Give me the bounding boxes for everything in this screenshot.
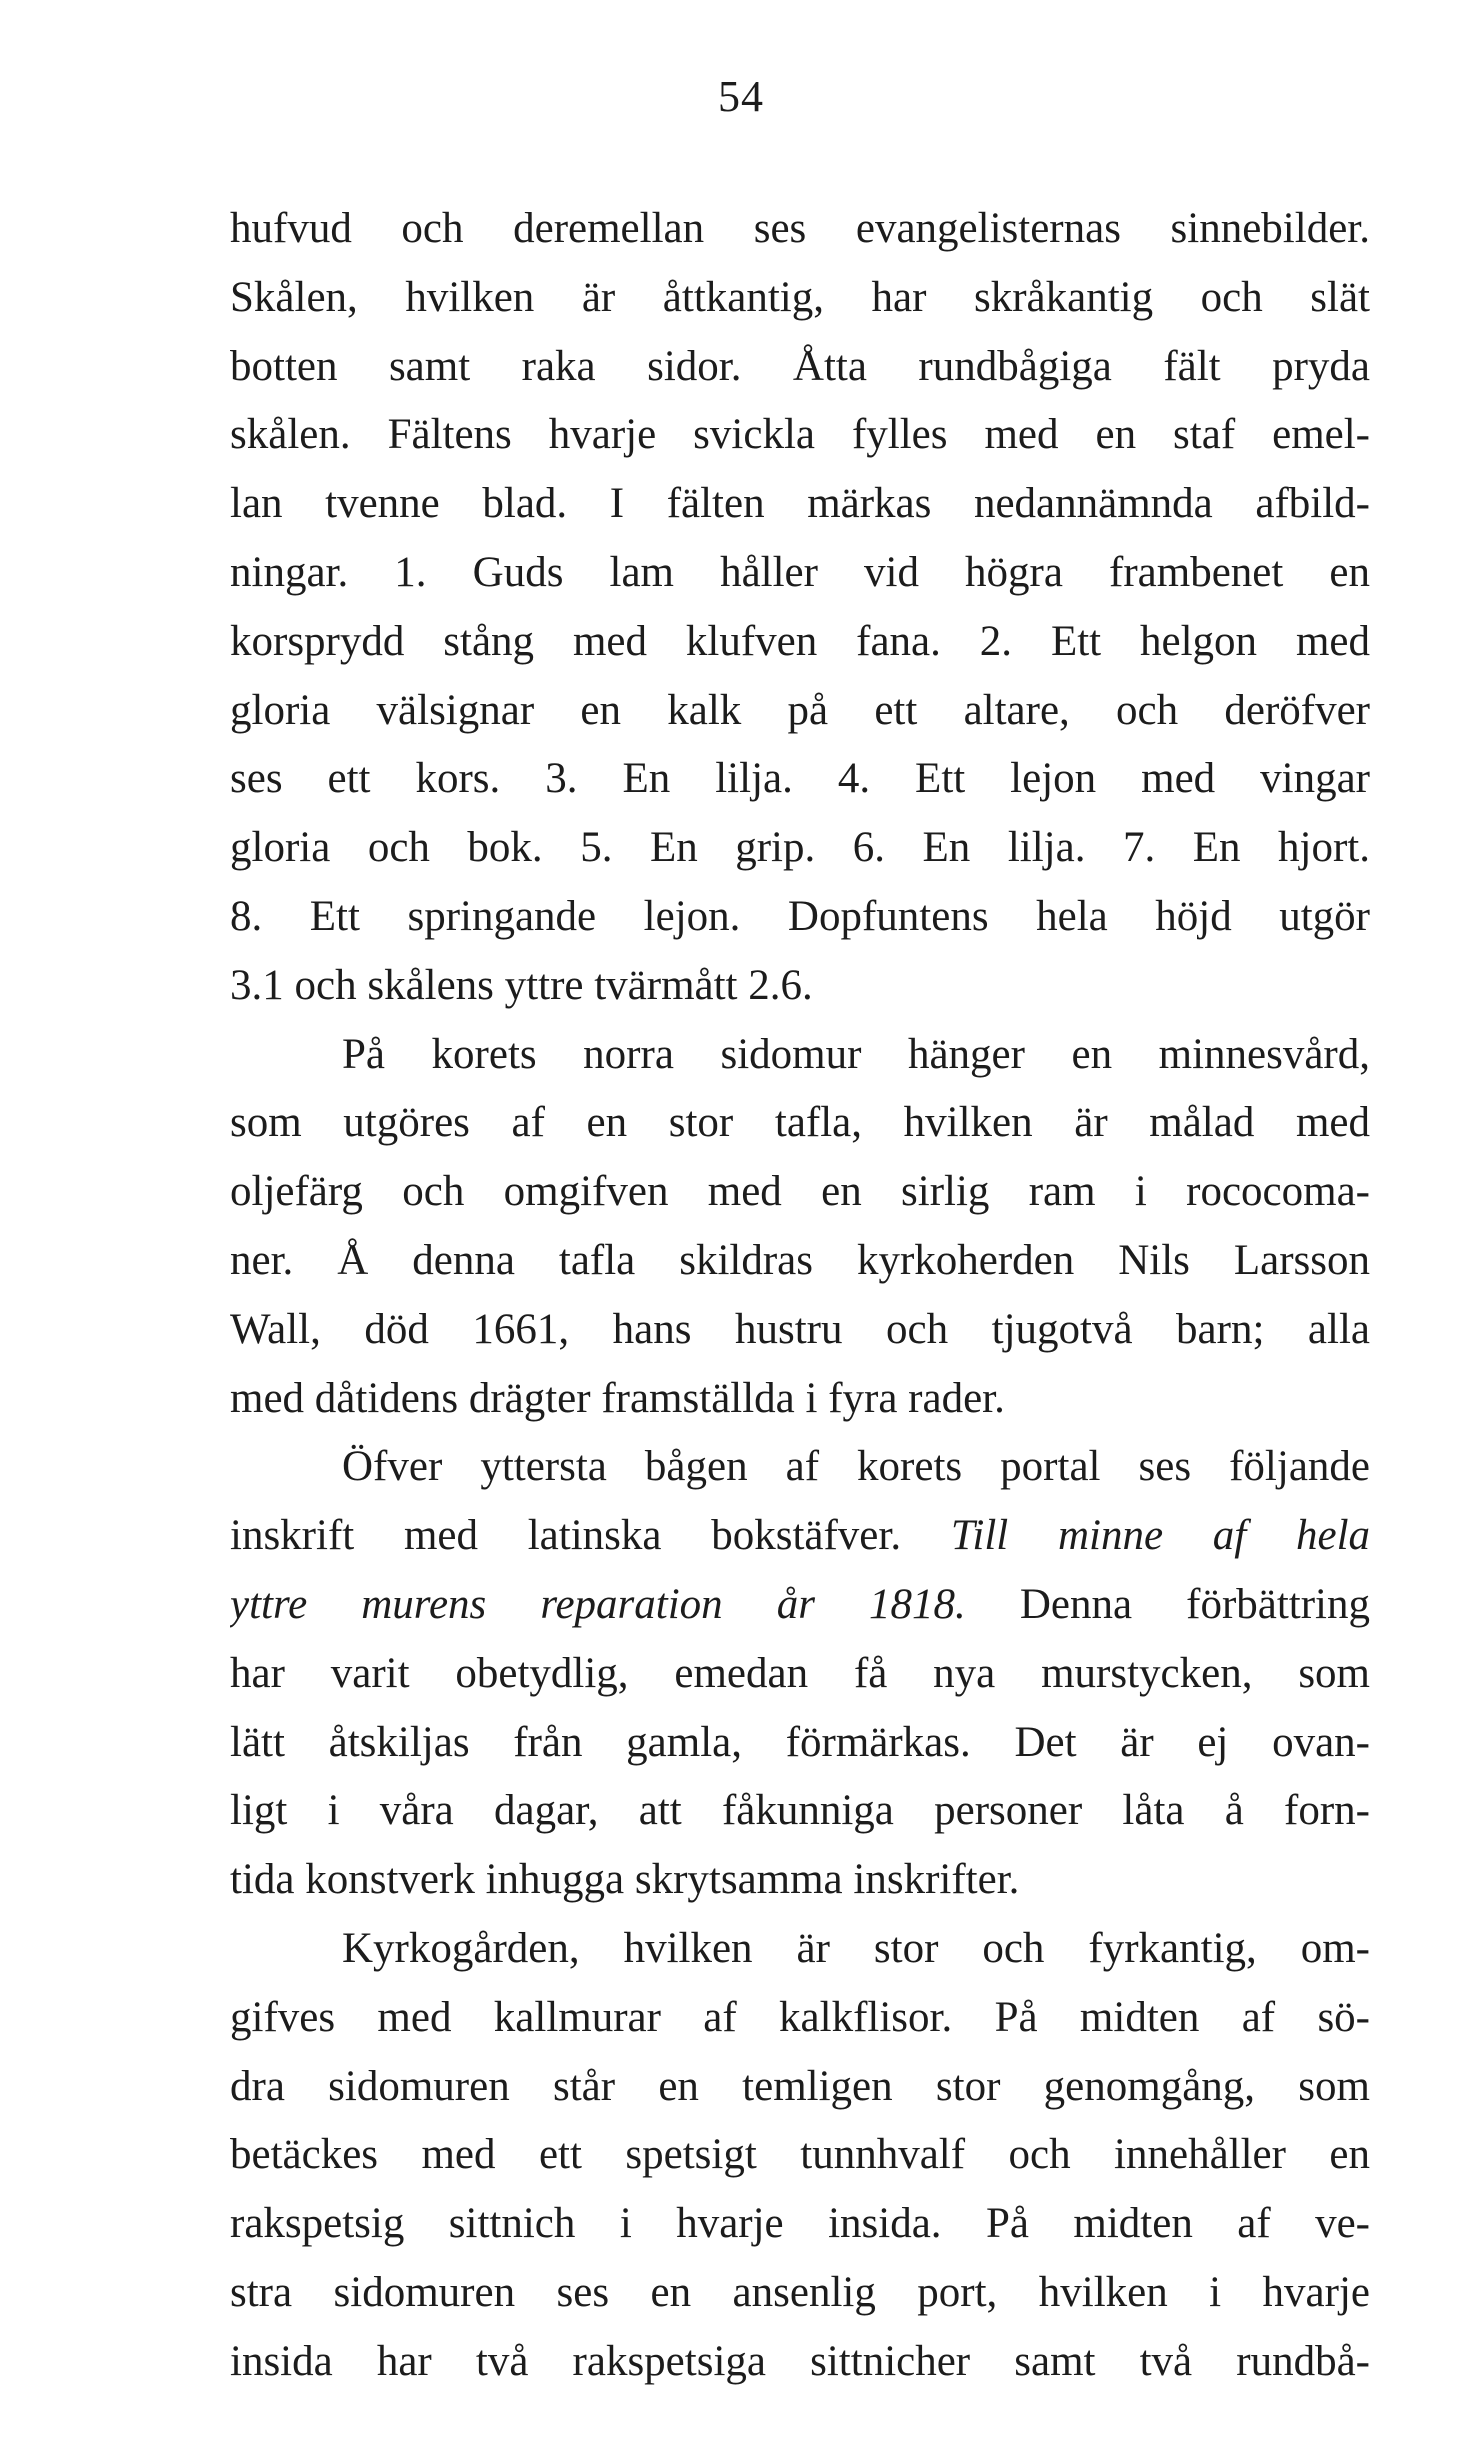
text-line: Öfver yttersta bågen af korets portal ses följande [342,1443,1370,1491]
text-line: dra sidomuren står en temligen stor genomgång, som [230,2062,1370,2110]
text-line: lätt åtskiljas från gamla, förmärkas. Det är ej ovan- [230,1718,1370,1766]
text-line: tida konstverk inhugga skrytsamma inskrifter. [230,1856,1020,1904]
text-line: insida har två rakspetsiga sittnicher samt två rundbå- [230,2337,1370,2385]
text-line: Skålen, hvilken är åttkantig, har skråkantig och slät [230,273,1370,321]
text-line: betäckes med ett spetsigt tunnhvalf och innehåller en [230,2131,1370,2179]
text-line: gloria och bok. 5. En grip. 6. En lilja. 7. En hjort. [230,824,1370,872]
text-line: har varit obetydlig, emedan få nya murstycken, som [230,1649,1370,1697]
text-segment: Denna förbättring [1019,1580,1370,1628]
text-line: ses ett kors. 3. En lilja. 4. Ett lejon med vingar [230,755,1370,803]
text-line: Kyrkogården, hvilken är stor och fyrkantig, om- [342,1924,1370,1972]
text-segment: inskrift med latinska bokstäfver. [230,1512,902,1560]
text-line: hufvud och deremellan ses evangelisternas sinnebilder. [230,205,1370,252]
text-line: ner. Å denna tafla skildras kyrkoherden Nils Larsson [230,1236,1370,1284]
body-text [230,195,1370,2397]
text-line: På korets norra sidomur hänger en minnesvård, [342,1030,1370,1078]
text-line: Wall, död 1661, hans hustru och tjugotvå barn; alla [230,1305,1370,1353]
italic-inscription: Till minne af hela [950,1512,1370,1560]
text-line: gifves med kallmurar af kalkflisor. På midten af sö- [230,1993,1370,2041]
text-line: 3.1 och skålens yttre tvärmått 2.6. [230,961,813,1009]
text-line: rakspetsig sittnich i hvarje insida. På midten af ve- [230,2200,1370,2248]
text-line: korsprydd stång med klufven fana. 2. Ett helgon med [230,617,1370,665]
text-line [230,1571,1370,1640]
text-line: 8. Ett springande lejon. Dopfuntens hela höjd utgör [230,892,1370,940]
text-line: ningar. 1. Guds lam håller vid högra frambenet en [230,548,1370,596]
text-line: skålen. Fältens hvarje svickla fylles med en staf emel- [230,411,1370,459]
text-line: som utgöres af en stor tafla, hvilken är målad med [230,1099,1370,1147]
text-line: botten samt raka sidor. Åtta rundbågiga fält pryda [230,342,1370,390]
text-line: lan tvenne blad. I fälten märkas nedannämnda afbild- [230,480,1370,528]
text-line: ligt i våra dagar, att fåkunniga personer låta å forn- [230,1787,1370,1835]
text-line [230,1502,1370,1571]
text-line: oljefärg och omgifven med en sirlig ram i rococoma- [230,1168,1370,1216]
text-line: med dåtidens drägter framställda i fyra rader. [230,1374,1005,1422]
text-line: stra sidomuren ses en ansenlig port, hvilken i hvarje [230,2268,1370,2316]
italic-inscription: yttre murens reparation år 1818. [230,1580,966,1628]
page-number: 54 [718,72,764,121]
text-line: gloria välsignar en kalk på ett altare, och deröfver [230,686,1370,734]
